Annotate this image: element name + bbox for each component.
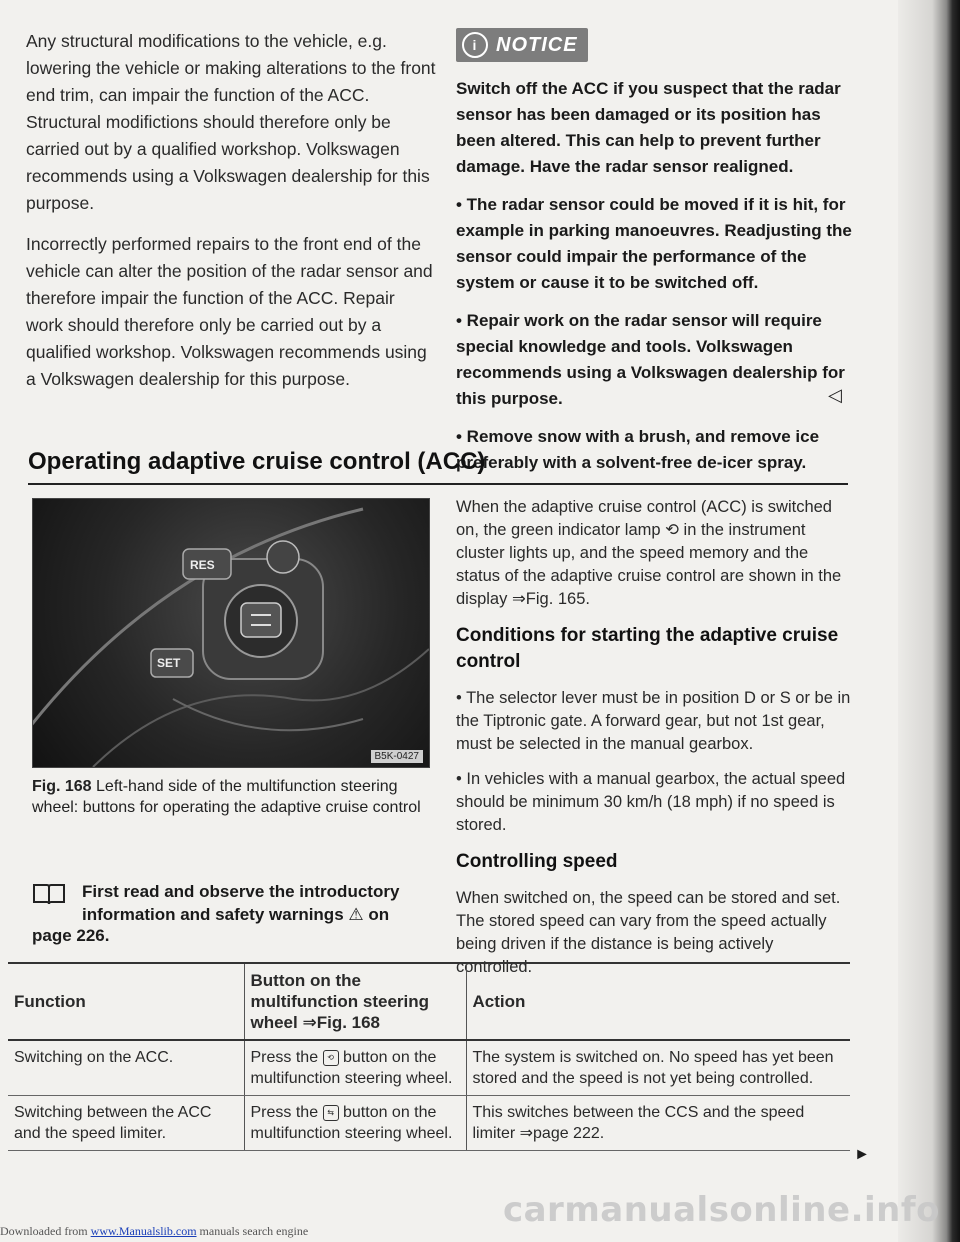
info-circle-icon: i bbox=[462, 32, 488, 58]
notice-paragraph: Switch off the ACC if you suspect that the radar sensor has been damaged or its position has been altered. This can help to prevent further damage. Have the radar sensor realigned. bbox=[456, 79, 841, 176]
set-button-label: SET bbox=[157, 656, 181, 670]
controlling-speed-paragraph: When switched on, the speed can be stored and set. The stored speed can vary from the speed actually being driven if the distance is being actively controlled. bbox=[456, 889, 841, 976]
intro-note bbox=[32, 880, 432, 946]
controlling-speed-heading: Controlling speed bbox=[456, 851, 618, 872]
paragraph-structural: Any structural modifications to the vehicle, e.g. lowering the vehicle or making alterations to the front end trim, can impair the function of the ACC. Structural modifictions should therefore only be carried out by a qualified workshop. Volkswagen recommends using a Volkswagen dealership for this purpose. bbox=[26, 31, 436, 213]
cell-button bbox=[244, 1096, 466, 1151]
cell-button-pre: Press the bbox=[250, 1104, 319, 1121]
header-button: Button on the multifunction steering wheel ⇒Fig. 168 bbox=[244, 963, 466, 1040]
footer-prefix: Downloaded from bbox=[0, 1224, 88, 1238]
notice-bullet: • Remove snow with a brush, and remove ice preferably with a solvent-free de-icer spray. bbox=[456, 427, 820, 472]
header-action: Action bbox=[466, 963, 850, 1040]
notice-label: NOTICE bbox=[496, 33, 578, 56]
notice-text bbox=[456, 76, 856, 476]
acc-intro-paragraph: When the adaptive cruise control (ACC) is switched on, the green indicator lamp ⟲ in the instrument cluster lights up, and the speed memory and the status of the adaptive cruise control are shown in the display ⇒Fig. 165. bbox=[456, 498, 842, 608]
cell-function: Switching between the ACC and the speed limiter. bbox=[8, 1096, 244, 1151]
header-function: Function bbox=[8, 963, 244, 1040]
open-book-icon bbox=[32, 882, 66, 906]
figure-caption bbox=[32, 776, 432, 818]
notice-badge bbox=[456, 28, 588, 62]
intro-note-text: First read and observe the introductory information and safety warnings ⚠ on bbox=[82, 882, 400, 924]
intro-note-page: page 226. bbox=[32, 926, 110, 945]
end-of-section-marker: ◁ bbox=[828, 385, 842, 405]
condition-bullet: • The selector lever must be in position D or S or be in the Tiptronic gate. A forward gear, but not 1st gear, must be selected in the manual gearbox. bbox=[456, 689, 851, 753]
mode-switch-button-icon: ⇆ bbox=[323, 1105, 339, 1121]
table-row bbox=[8, 1096, 850, 1151]
notice-bullet: • Repair work on the radar sensor will require special knowledge and tools. Volkswagen recommends using a Volkswagen dealership for this purpose. bbox=[456, 311, 845, 408]
condition-bullet: • In vehicles with a manual gearbox, the actual speed should be minimum 30 km/h (18 mph) if no speed is stored. bbox=[456, 770, 846, 834]
cell-action: This switches between the CCS and the speed limiter ⇒page 222. bbox=[466, 1096, 850, 1151]
figure-code: B5K-0427 bbox=[371, 750, 423, 763]
paragraph-repairs: Incorrectly performed repairs to the front end of the vehicle can alter the position of the radar sensor and therefore impair the function of the ACC. Repair work should therefore only be carried out by a qualified workshop. Volkswagen recommends using a Volkswagen dealership for this purpose. bbox=[26, 234, 433, 389]
footer-suffix: manuals search engine bbox=[199, 1224, 309, 1238]
cell-action: The system is switched on. No speed has yet been stored and the speed is not yet being controlled. bbox=[466, 1040, 850, 1096]
watermark: carmanualsonline.info bbox=[502, 1190, 940, 1230]
cell-button-post: button on the multifunction steering wheel. bbox=[250, 1104, 453, 1142]
notice-column bbox=[456, 28, 856, 488]
res-button-label: RES bbox=[190, 558, 215, 572]
section-title: Operating adaptive cruise control (ACC) bbox=[28, 448, 486, 475]
footer-link[interactable]: www.Manualslib.com bbox=[90, 1224, 197, 1238]
notice-bullet: • The radar sensor could be moved if it is hit, for example in parking manoeuvres. Readjusting the sensor could impair the performance of the system or cause it to be switched off. bbox=[456, 195, 852, 292]
acc-on-button-icon: ⟲ bbox=[323, 1050, 339, 1066]
cell-button bbox=[244, 1040, 466, 1096]
table-row bbox=[8, 1040, 850, 1096]
page-edge-shadow bbox=[898, 0, 960, 1242]
cell-button-post: button on the multifunction steering wheel. bbox=[250, 1049, 453, 1087]
function-table bbox=[8, 962, 850, 1151]
table-header-row bbox=[8, 963, 850, 1040]
conditions-heading: Conditions for starting the adaptive cruise control bbox=[456, 625, 839, 672]
figure-caption-text: Left-hand side of the multifunction steering wheel: buttons for operating the adaptive cruise control bbox=[32, 778, 421, 816]
continued-arrow-icon: ► bbox=[854, 1146, 870, 1163]
figure-number: Fig. 168 bbox=[32, 778, 92, 795]
cell-function: Switching on the ACC. bbox=[8, 1040, 244, 1096]
steering-wheel-figure bbox=[32, 498, 430, 768]
cell-button-pre: Press the bbox=[250, 1049, 319, 1066]
left-column bbox=[26, 28, 436, 407]
footer bbox=[0, 1224, 308, 1239]
steering-wheel-illustration bbox=[33, 499, 429, 767]
section-divider bbox=[28, 483, 848, 485]
right-body bbox=[456, 496, 851, 991]
